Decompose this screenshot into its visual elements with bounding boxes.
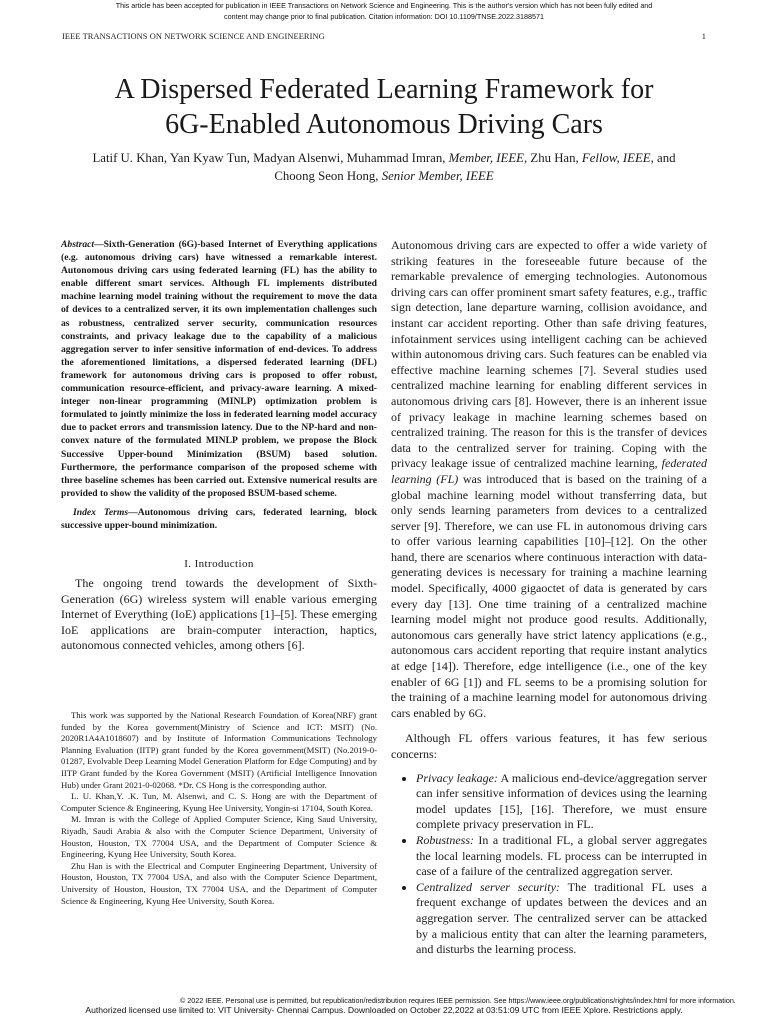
authors-role3: Senior Member, IEEE bbox=[381, 168, 494, 183]
copyright-notice: © 2022 IEEE. Personal use is permitted, but republication/redistribution requires IEEE permission. See https://www.ieee.org/publications/rights/index.html for more information. bbox=[180, 996, 736, 1005]
author-list bbox=[88, 150, 680, 185]
index-terms-label: Index Terms bbox=[73, 506, 129, 518]
footnote-affiliation-khu: L. U. Khan,Y. .K. Tun, M. Alsenwi, and C. S. Hong are with the Department of Computer Science & Engineering, Kyung Hee University, Yongin-si 17104, South Korea. bbox=[61, 791, 377, 813]
left-column bbox=[61, 238, 377, 654]
body-paragraph-1-emphasis: federated learning (FL) bbox=[391, 456, 707, 486]
authors-names2: , Zhu Han, bbox=[523, 151, 582, 165]
index-terms-text: —Autonomous driving cars, federated learning, block successive upper-bound minimization. bbox=[61, 506, 377, 531]
publication-notice-line2: content may change prior to final publication. Citation information: DOI 10.1109/TNSE.2022.3188571 bbox=[224, 12, 544, 21]
concern-term-privacy: Privacy leakage: bbox=[416, 770, 498, 785]
authors-role2: Fellow, IEEE bbox=[581, 151, 651, 165]
abstract bbox=[61, 238, 377, 500]
section-heading-introduction: I. Introduction bbox=[184, 558, 254, 571]
paper-title bbox=[40, 72, 728, 142]
concern-text-robustness: In a traditional FL, a global server aggregates the local learning models. FL process can be interrupted in case of a failure of the centralized aggregation server. bbox=[416, 832, 707, 879]
footnote-funding: This work was supported by the National Research Foundation of Korea(NRF) grant funded by the Korea government(Ministry of Science and ICT: MSIT) (No. 2020R1A4A1018607) and by Institute of Information Communications Technology Planning Evaluation (IITP) grant funded by the Korea government(MSIT) (No.2019-0-01287, Evolvable Deep Learning Model Generation Platform for Edge Computing) and by IITP Grant funded by the Korea Government (MSIT) (Artificial Intelligence Innovation Hub) under Grant 2021-0-02068. *Dr. CS Hong is the corresponding author. bbox=[61, 710, 377, 790]
list-item bbox=[416, 771, 707, 833]
concern-text-security: The traditional FL uses a frequent exchange of updates between the devices and an aggregation server. The centralized server can be attacked by a malicious entity that can alter the learning parameters, and disturbs the learning process. bbox=[416, 879, 707, 957]
title-line2: 6G-Enabled Autonomous Driving Cars bbox=[165, 109, 603, 140]
index-terms bbox=[61, 506, 377, 532]
authors-names1: Latif U. Khan, Yan Kyaw Tun, Madyan Alsenwi, Muhammad Imran, bbox=[92, 151, 449, 165]
footnotes bbox=[61, 710, 377, 907]
title-line1: A Dispersed Federated Learning Framework for bbox=[114, 74, 654, 105]
abstract-text: —Sixth-Generation (6G)-based Internet of Everything applications (e.g. autonomous driving cars) have witnessed a remarkable interest. Autonomous driving cars using federated learning (FL) has the ability to enable different smart services. Although FL implements distributed machine learning model training without the requirement to move the data of devices to a centralized server, it its own implementation challenges such as robustness, centralized server security, communication resources constraints, and privacy leakage due to the capability of a malicious aggregation server to infer sensitive information of end-devices. To address the aforementioned limitations, a dispersed federated learning (DFL) framework for autonomous driving cars is proposed to offer robust, communication resource-efficient, and privacy-aware learning. A mixed-integer non-linear programming (MINLP) optimization problem is formulated to jointly minimize the loss in federated learning model accuracy due to packet errors and transmission latency. Due to the NP-hard and non-convex nature of the formulated MINLP problem, we propose the Block Successive Upper-bound Minimization (BSUM) based solution. Furthermore, the performance comparison of the proposed scheme with three baseline schemes has been carried out. Extensive numerical results are provided to show the validity of the proposed BSUM-based scheme. bbox=[61, 239, 377, 499]
abstract-label: Abstract bbox=[61, 239, 95, 250]
page-number: 1 bbox=[701, 32, 706, 41]
footnote-affiliation-imran: M. Imran is with the College of Applied Computer Science, King Saud University, Riyadh, Saudi Arabia & also with the Computer Science Department, University of Houston, Houston, TX 77004 USA, and the Department of Computer Science & Engineering, Kyung Hee University, South Korea. bbox=[61, 814, 377, 860]
authors-names3: , and Choong Seon Hong, bbox=[274, 151, 676, 183]
running-header bbox=[62, 32, 706, 41]
body-paragraph-2: Although FL offers various features, it has few serious concerns: bbox=[391, 731, 707, 761]
concern-term-robustness: Robustness: bbox=[416, 832, 474, 847]
intro-paragraph-1: The ongoing trend towards the development of Sixth-Generation (6G) wireless system will enable various emerging Internet of Everything (IoE) applications [1]–[5]. These emerging IoE applications are brain-computer interaction, haptics, autonomous connected vehicles, among others [6]. bbox=[61, 576, 377, 653]
concerns-list bbox=[391, 771, 707, 958]
body-paragraph-1-a: Autonomous driving cars are expected to offer a wide variety of striking features in the foreseeable future because of the remarkable prevalence of emerging technologies. Autonomous driving cars can offer prominent smart safety features, e.g., traffic sign detection, lane departure warning, collision avoidance, and instant car accident reporting. Other than safe driving features, infotainment services using intelligent caching can be achieved within autonomous driving cars. Such features can be enabled via effective machine learning schemes [7]. Several studies used centralized machine learning for enabling different services in autonomous driving cars [8]. However, there is an inherent issue of privacy leakage in machine learning schemes based on centralized training. The reason for this is the transfer of devices data to the centralized server for training. Coping with the privacy leakage issue of centralized machine learning, bbox=[391, 238, 707, 471]
authors-role1: Member, IEEE bbox=[448, 151, 524, 165]
concern-text-privacy: A malicious end-device/aggregation server can infer sensitive information of devices using the learning model updates [15], [16]. Therefore, we must ensure complete privacy preservation in FL. bbox=[416, 770, 707, 832]
body-paragraph-1-b: was introduced that is based on the training of a global machine learning model without transferring data, but only sends learning parameters from devices to a centralized server [9]. Therefore, we can use FL in autonomous driving cars to offer various learning capabilities [10]–[12]. On the other hand, there are scenarios where continuous interaction with data-generating devices is necessary for training a machine learning model. Specifically, 4000 gigaoctet of data is generated by cars every day [13]. One time training of a centralized machine learning model might not produce good results. Additionally, autonomous cars generally have strict latency applications (e.g., autonomous cars accident reporting that require instant analytics at edge [14]). Therefore, edge intelligence (i.e., one of the key enabler of 6G [1]) and FL seems to be a promising solution for the training of a machine learning model for autonomous driving cars enabled by 6G. bbox=[391, 471, 707, 720]
license-notice: Authorized licensed use limited to: VIT University- Chennai Campus. Downloaded on October 22,2022 at 03:51:09 UTC from IEEE Xplore. Restrictions apply. bbox=[85, 1005, 683, 1015]
body-paragraph-1 bbox=[391, 238, 707, 721]
publication-notice-line1: This article has been accepted for publication in IEEE Transactions on Network Science and Engineering. This is the author's version which has not been fully edited and bbox=[115, 1, 653, 10]
right-column bbox=[391, 238, 707, 958]
list-item bbox=[416, 880, 707, 958]
concern-term-security: Centralized server security: bbox=[416, 879, 560, 894]
footnote-affiliation-han: Zhu Han is with the Electrical and Computer Engineering Department, University of Houston, Houston, TX 77004 USA, and also with the Computer Science Department, University of Houston, Houston, TX 77004 USA, and the Department of Computer Science & Engineering, Kyung Hee University, South Korea. bbox=[61, 860, 377, 906]
journal-name: IEEE TRANSACTIONS ON NETWORK SCIENCE AND ENGINEERING bbox=[62, 32, 325, 41]
publication-notice bbox=[0, 0, 768, 22]
list-item bbox=[416, 833, 707, 880]
